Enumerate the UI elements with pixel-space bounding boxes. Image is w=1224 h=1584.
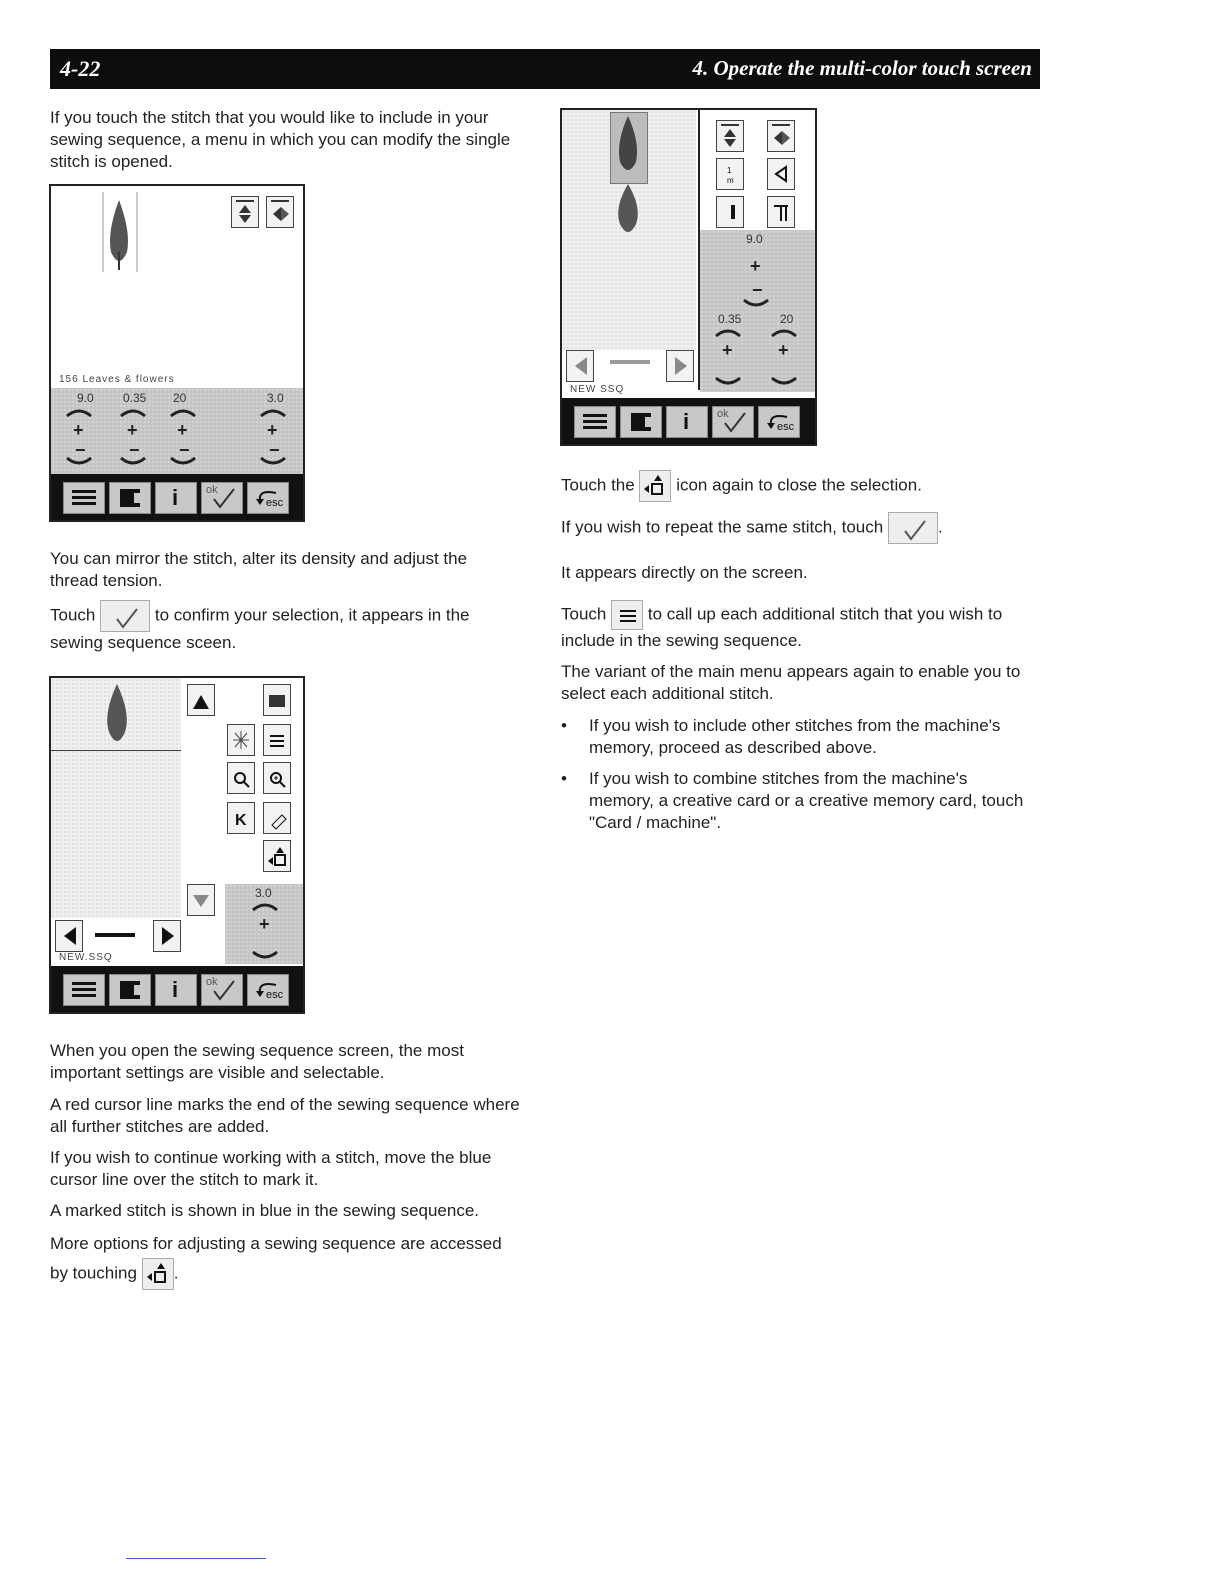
density-knob-icon[interactable] <box>161 406 205 466</box>
menu-inline-icon <box>611 600 643 630</box>
svg-text:−: − <box>752 280 763 300</box>
scroll-right-button[interactable] <box>153 920 181 952</box>
stitch-length-value: 0.35 <box>718 312 742 326</box>
horizontal-scrollbar[interactable] <box>95 933 135 937</box>
svg-text:−: − <box>129 440 140 460</box>
card-machine-button[interactable] <box>620 406 662 438</box>
more-options-inline-icon <box>639 470 671 502</box>
ok-button[interactable] <box>201 974 243 1006</box>
svg-text:m: m <box>727 176 734 185</box>
repeat-pre: If you wish to repeat the same stitch, touch <box>561 517 884 537</box>
mirror-vertical-button[interactable] <box>716 120 744 152</box>
scroll-down-button[interactable] <box>187 884 215 916</box>
horizontal-scrollbar[interactable] <box>610 360 650 364</box>
ok-label: ok <box>206 976 218 988</box>
bottom-toolbar <box>51 474 303 520</box>
page-number: 4-22 <box>60 56 101 81</box>
svg-text:1: 1 <box>727 166 732 175</box>
settings-panel <box>51 388 303 474</box>
tension-panel <box>225 884 303 964</box>
para-blue-cursor: If you wish to continue working with a stitch, move the blue cursor line over the stitch to mark it. <box>50 1148 492 1189</box>
sequence-area <box>562 110 696 350</box>
svg-text:+: + <box>750 256 761 276</box>
esc-label: esc <box>266 497 284 509</box>
by-touching-text: by touching <box>50 1263 137 1283</box>
repeat-end: . <box>937 517 943 537</box>
bullet-card: If you wish to combine stitches from the machine's memory, a creative card or a creative memory card, touch "Card / machine". <box>589 769 1024 832</box>
width-knob-icon[interactable] <box>734 248 778 308</box>
svg-text:+: + <box>259 914 270 934</box>
length-knob-icon[interactable] <box>111 406 155 466</box>
mirror-horizontal-button[interactable] <box>266 196 294 228</box>
confirm-post: to confirm your selection, it appears in the sewing sequence sceen. <box>50 605 470 652</box>
menu-list-button[interactable] <box>263 724 291 756</box>
call-up-text <box>561 600 1031 652</box>
confirm-text <box>50 600 510 654</box>
info-label: i <box>683 409 690 434</box>
esc-label: esc <box>266 989 284 1001</box>
menu-button[interactable] <box>574 406 616 438</box>
bottom-toolbar <box>51 966 303 1012</box>
ok-label: ok <box>717 408 729 420</box>
scroll-left-button[interactable] <box>566 350 594 382</box>
esc-button[interactable] <box>247 482 289 514</box>
info-label: i <box>172 485 179 510</box>
leaf-stitch-icon <box>99 192 159 282</box>
appears-text: It appears directly on the screen. <box>561 563 808 582</box>
save-button[interactable] <box>263 684 291 716</box>
svg-text:K: K <box>235 812 247 829</box>
tie-off-button[interactable] <box>767 196 795 228</box>
stitch-width-value: 9.0 <box>77 391 94 405</box>
more-options-button[interactable] <box>263 840 291 872</box>
esc-button[interactable] <box>758 406 800 438</box>
stitch-edit-screen <box>49 184 305 522</box>
close-post: icon again to close the selection. <box>676 475 922 495</box>
sequence-area <box>51 678 181 918</box>
svg-text:+: + <box>73 420 84 440</box>
leaf-stitch-icon <box>97 680 137 750</box>
length-knob-icon[interactable] <box>706 326 750 386</box>
svg-text:+: + <box>778 340 789 360</box>
bullet-memory: If you wish to include other stitches from the machine's memory, proceed as described above. <box>589 716 1001 757</box>
card-machine-button[interactable] <box>109 974 151 1006</box>
zoom-out-button[interactable] <box>227 762 255 794</box>
stitch-count-button[interactable] <box>716 158 744 190</box>
mirror-text: You can mirror the stitch, alter its density and adjust the thread tension. <box>50 549 468 590</box>
density-knob-icon[interactable] <box>762 326 806 386</box>
density-value: 20 <box>173 391 187 405</box>
sequence-name-label: NEW SSQ <box>570 384 625 395</box>
confirm-pre: Touch <box>50 605 96 625</box>
svg-text:+: + <box>267 420 278 440</box>
para-more-options: More options for adjusting a sewing sequence are accessed <box>50 1234 502 1253</box>
stitch-length-value: 0.35 <box>123 391 147 405</box>
para-settings: When you open the sewing sequence screen, the most important settings are visible and selectable. <box>50 1041 464 1082</box>
stitch-pattern-button[interactable] <box>227 724 255 756</box>
variant-text: The variant of the main menu appears again to enable you to select each additional stitch. <box>561 662 1021 703</box>
info-label: i <box>172 977 179 1002</box>
mirror-vertical-button[interactable] <box>231 196 259 228</box>
call-pre: Touch <box>561 604 607 624</box>
footer-rule <box>126 1558 266 1559</box>
ok-inline-icon <box>100 600 150 632</box>
more-options-inline-icon <box>142 1258 174 1290</box>
delete-button[interactable] <box>263 802 291 834</box>
intro-text: If you touch the stitch that you would like to include in your sewing sequence, a menu in which you can modify the single stitch is opened. <box>50 108 511 171</box>
sequence-name-label: NEW.SSQ <box>59 952 113 963</box>
info-button[interactable] <box>155 482 197 514</box>
info-button[interactable] <box>155 974 197 1006</box>
svg-text:+: + <box>722 340 733 360</box>
ok-button[interactable] <box>712 406 754 438</box>
mirror-horizontal-button[interactable] <box>767 120 795 152</box>
page-header <box>50 49 1040 89</box>
scroll-right-button[interactable] <box>666 350 694 382</box>
svg-text:−: − <box>179 440 190 460</box>
ok-inline-icon <box>888 512 938 544</box>
sequence-options-screen <box>560 108 817 446</box>
svg-text:−: − <box>269 440 280 460</box>
period: . <box>173 1263 179 1283</box>
pattern-end-button[interactable] <box>716 196 744 228</box>
info-button[interactable] <box>666 406 708 438</box>
balance-button[interactable] <box>767 158 795 190</box>
settings-panel <box>700 230 815 392</box>
ok-label: ok <box>206 484 218 496</box>
scroll-up-button[interactable] <box>187 684 215 716</box>
menu-button[interactable] <box>63 482 105 514</box>
density-value: 20 <box>780 312 794 326</box>
zoom-in-button[interactable] <box>263 762 291 794</box>
stitch-name-label: 156 Leaves & flowers <box>59 374 175 385</box>
menu-button[interactable] <box>63 974 105 1006</box>
leaf-stitch-icon <box>608 112 648 242</box>
stitch-width-value: 9.0 <box>746 232 763 246</box>
ok-button[interactable] <box>201 482 243 514</box>
card-machine-button[interactable] <box>109 482 151 514</box>
tension-value: 3.0 <box>255 886 272 900</box>
scroll-left-button[interactable] <box>55 920 83 952</box>
para-marked-stitch: A marked stitch is shown in blue in the sewing sequence. <box>50 1201 480 1220</box>
close-selection-text <box>561 470 1021 502</box>
cursor-move-button[interactable] <box>227 802 255 834</box>
svg-text:+: + <box>177 420 188 440</box>
para-red-cursor: A red cursor line marks the end of the sewing sequence where all further stitches are added. <box>50 1095 520 1136</box>
cursor-line <box>51 750 181 751</box>
svg-text:+: + <box>127 420 138 440</box>
bottom-toolbar <box>562 398 815 444</box>
esc-label: esc <box>777 421 795 433</box>
svg-text:−: − <box>75 440 86 460</box>
tension-knob-icon[interactable] <box>243 900 287 960</box>
close-pre: Touch the <box>561 475 635 495</box>
esc-button[interactable] <box>247 974 289 1006</box>
repeat-stitch-text <box>561 512 1021 544</box>
para-more-options-end <box>50 1258 540 1290</box>
tension-value: 3.0 <box>267 391 284 405</box>
call-post: to call up each additional stitch that you wish to include in the sewing sequence. <box>561 604 1003 650</box>
section-title: 4. Operate the multi-color touch screen <box>692 56 1032 80</box>
sewing-sequence-screen <box>49 676 305 1014</box>
width-knob-icon[interactable] <box>57 406 101 466</box>
tension-knob-icon[interactable] <box>251 406 295 466</box>
